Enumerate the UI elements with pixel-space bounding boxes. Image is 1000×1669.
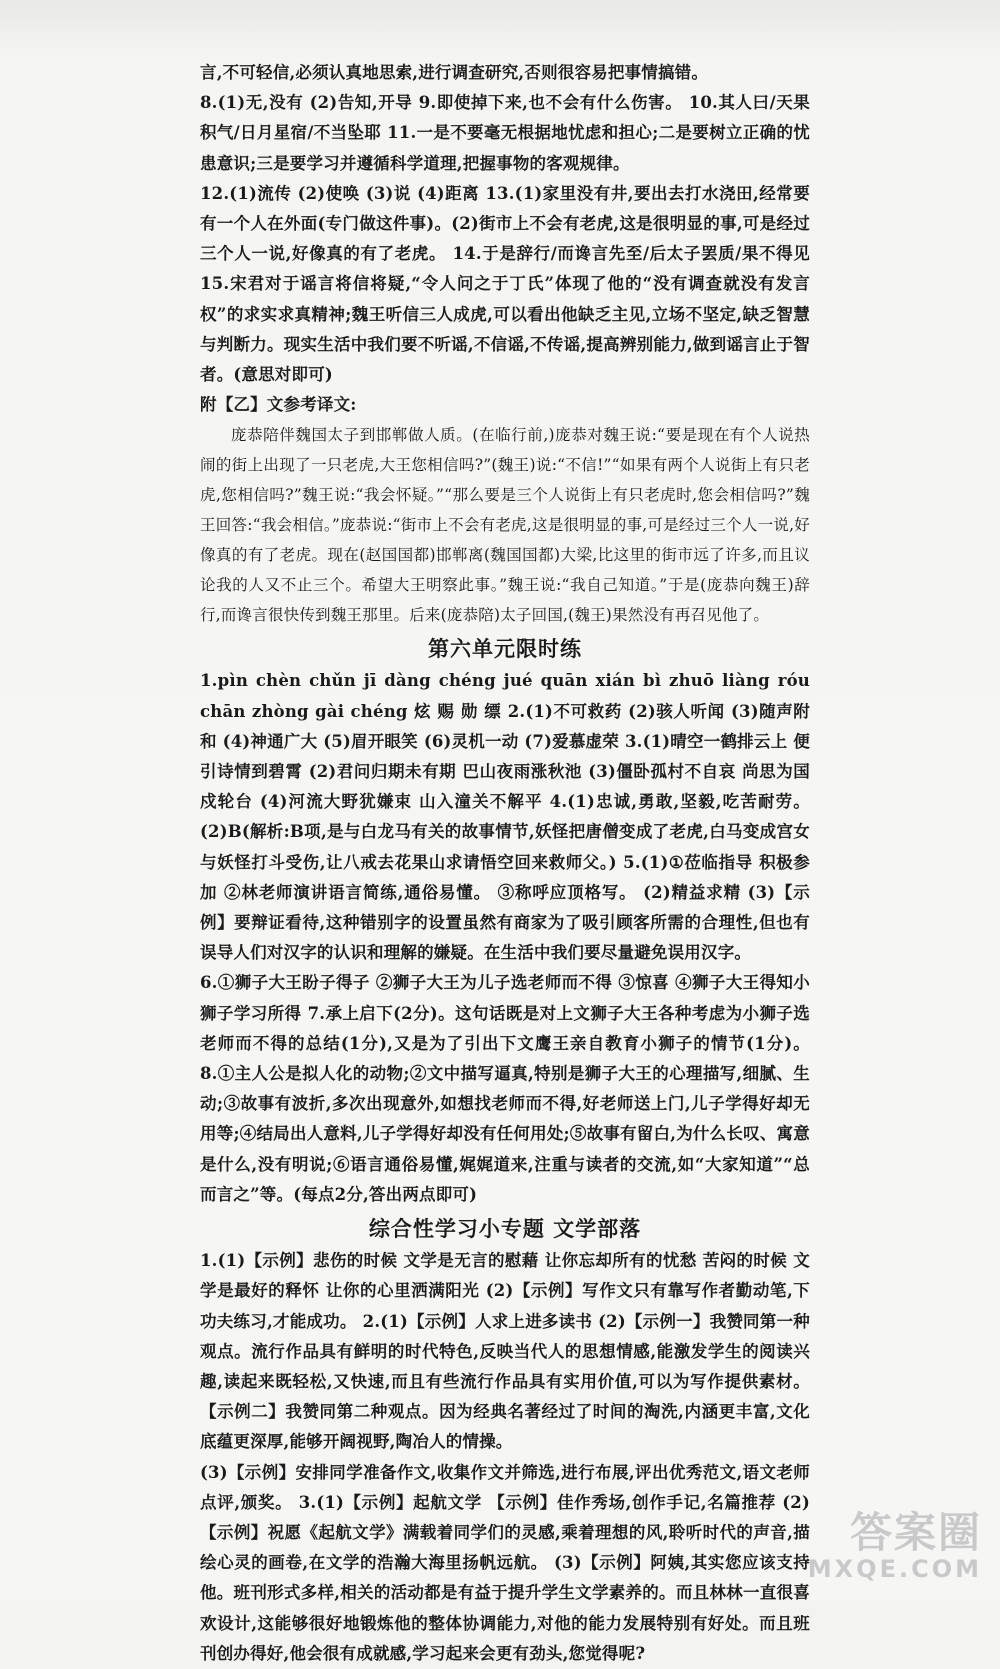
answer-content: [200, 58, 810, 1669]
answer-paragraph: 8.(1)无,没有 (2)告知,开导 9.即使掉下来,也不会有什么伤害。 10.其人曰/天果积气/日月星宿/不当坠耶 11.一是不要毫无根据地忧虑和担心;二是要树立正确的忧患意识;三是要学习并遵循科学道理,把握事物的客观规律。: [200, 93, 810, 173]
answer-paragraph: (3)【示例】安排同学准备作文,收集作文并筛选,进行布展,评出优秀范文,语文老师点评,颁奖。 3.(1)【示例】起航文学 【示例】佳作秀场,创作手记,名篇推荐 (2)【示例】祝愿《起航文学》满载着同学们的灵感,乘着理想的风,聆听时代的声音,描绘心灵的画卷,在文学的浩瀚大海里扬帆远航。 (3)【示例】阿姨,其实您应该支持他。班刊形式多样,相关的活动都是有益于提升学生文学素养的。而且林林一直很喜欢设计,这能够很好地锻炼他的整体协调能力,对他的能力发展特别有好处。而且班刊创办得好,他会很有成就感,学习起来会更有劲头,您觉得呢?: [200, 1462, 810, 1663]
section-title: 综合性学习小专题 文学部落: [368, 1217, 642, 1242]
appendix-title: 附【乙】文参考译文:: [200, 395, 357, 415]
answer-paragraph: 言,不可轻信,必须认真地思索,进行调查研究,否则很容易把事情搞错。: [200, 63, 709, 82]
answer-paragraph: 1.(1)【示例】悲伤的时候 文学是无言的慰藉 让你忘却所有的忧愁 苦闷的时候 文学是最好的释怀 让你的心里洒满阳光 (2)【示例】写作文只有靠写作者勤动笔,下功夫练习,才能成功。 2.(1)【示例】人求上进多读书 (2)【示例一】我赞同第一种观点。流行作品具有鲜明的时代特色,反映当代人的思想情感,能激发学生的阅读兴趣,读起来既轻松,又快速,而且有些流行作品具有实用价值,可以为写作提供素材。【示例二】我赞同第二种观点。因为经典名著经过了时间的淘洗,内涵更丰富,文化底蕴更深厚,能够开阔视野,陶冶人的情操。: [200, 1251, 810, 1452]
answer-paragraph: 12.(1)流传 (2)使唤 (3)说 (4)距离 13.(1)家里没有井,要出去打水浇田,经常要有一个人在外面(专门做这件事)。(2)街市上不会有老虎,这是很明显的事,可是经过三个人一说,好像真的有了老虎。 14.于是辞行/而谗言先至/后太子罢质/果不得见 15.宋君对于谣言将信将疑,“令人问之于丁氏”体现了他的“没有调查就没有发言权”的求实求真精神;魏王听信三人成虎,可以看出他缺乏主见,立场不坚定,缺乏智慧与判断力。现实生活中我们要不听谣,不信谣,不传谣,提高辨别能力,做到谣言止于智者。(意思对即可): [200, 183, 810, 385]
watermark-logo-text: 答案圈: [849, 1508, 982, 1557]
answer-paragraph: 1.pìn chèn chǔn jī dàng chéng jué quān xián bì zhuō liàng róu chān zhòng gài chéng 炫 赐 勋 缥 2.(1)不可救药 (2)骇人听闻 (3)随声附和 (4)神通广大 (5)眉开眼笑 (6)灵机一动 (7)爱慕虚荣 3.(1)晴空一鹤排云上 便引诗情到碧霄 (2)君问归期未有期 巴山夜雨涨秋池 (3)僵卧孤村不自哀 尚思为国戍轮台 (4)河流大野犹嫌束 山入潼关不解平 4.(1)忠诚,勇敢,坚毅,吃苦耐劳。 (2)B(解析:B项,是与白龙马有关的故事情节,妖怪把唐僧变成了老虎,白马变成宫女与妖怪打斗受伤,让八戒去花果山求请悟空回来救师父。) 5.(1)①莅临指导 积极参加 ②林老师演讲语言简练,通俗易懂。 ③称呼应顶格写。 (2)精益求精 (3)【示例】要辩证看待,这种错别字的设置虽然有商家为了吸引顾客所需的合理性,但也有误导人们对汉字的认识和理解的嫌疑。在生活中我们要尽量避免误用汉字。: [200, 671, 810, 963]
watermark-site-text: MXQE.COM: [807, 1555, 982, 1583]
answer-paragraph: 6.①狮子大王盼子得子 ②狮子大王为儿子选老师而不得 ③惊喜 ④狮子大王得知小狮子学习所得 7.承上启下(2分)。这句话既是对上文狮子大王各种考虑为小狮子选老师而不得的总结(1分),又是为了引出下文鹰王亲自教育小狮子的情节(1分)。 8.①主人公是拟人化的动物;②文中描写逼真,特别是狮子大王的心理描写,细腻、生动;③故事有波折,多次出现意外,如想找老师而不得,好老师送上门,儿子学得好却无用等;④结局出人意料,儿子学得好却没有任何用处;⑤故事有留白,为什么长叹、寓意是什么,没有明说;⑥语言通俗易懂,娓娓道来,注重与读者的交流,如“大家知道”“总而言之”等。(每点2分,答出两点即可): [200, 973, 810, 1204]
section-title: 第六单元限时练: [428, 637, 582, 662]
translation-text: 庞恭陪伴魏国太子到邯郸做人质。(在临行前,)庞恭对魏王说:“要是现在有个人说热闹的街上出现了一只老虎,大王您相信吗?”(魏王)说:“不信!”“如果有两个人说街上有只老虎,您相信吗?”魏王说:“我会怀疑。”“那么要是三个人说街上有只老虎时,您会相信吗?”魏王回答:“我会相信。”庞恭说:“街市上不会有老虎,这是很明显的事,可是经过三个人一说,好像真的有了老虎。现在(赵国国都)邯郸离(魏国国都)大梁,比这里的街市远了许多,而且议论我的人又不止三个。希望大王明察此事。”魏王说:“我自己知道。”于是(庞恭向魏王)辞行,而谗言很快传到魏王那里。后来(庞恭陪)太子回国,(魏王)果然没有再召见他了。: [200, 426, 810, 625]
watermark-logo: [808, 1510, 982, 1582]
